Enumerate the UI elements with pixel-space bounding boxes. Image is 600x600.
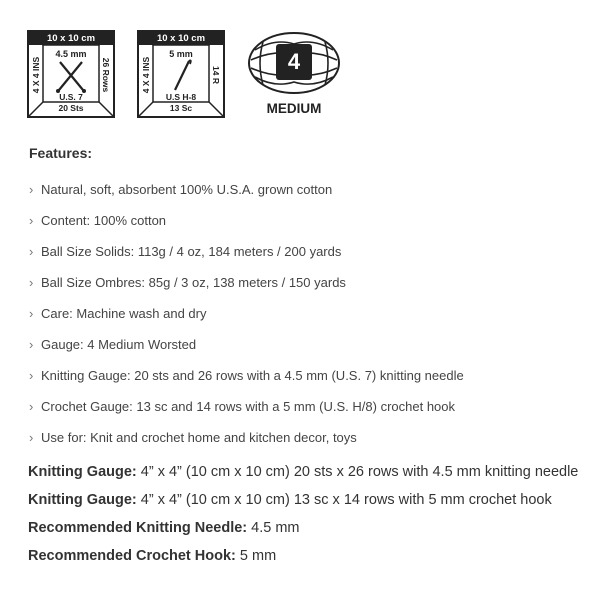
spec-knitting-needle [28, 516, 578, 544]
chevron-right-icon: › [29, 368, 34, 383]
spec-value: 4.5 mm [251, 520, 300, 536]
crochet-gauge-badge [137, 30, 225, 118]
crochet-hook-size: 5 mm [169, 49, 193, 59]
crochet-hook-icon [175, 60, 191, 90]
spec-label: Knitting Gauge: [28, 464, 137, 480]
feature-item [29, 180, 464, 211]
knitting-badge-top-label: 10 x 10 cm [29, 32, 113, 45]
spec-value: 5 mm [239, 548, 277, 564]
feature-item [29, 397, 464, 428]
crochet-badge-top-label: 10 x 10 cm [139, 32, 223, 45]
feature-item [29, 304, 464, 335]
spec-label: Knitting Gauge: [28, 492, 137, 508]
knitting-side-label: 4 X 4 INS [31, 56, 41, 94]
chevron-right-icon: › [29, 213, 34, 228]
crochet-stitches-label: 13 Sc [169, 103, 193, 113]
chevron-right-icon: › [29, 337, 34, 352]
chevron-right-icon: › [29, 275, 34, 290]
yarn-weight-label: MEDIUM [266, 101, 322, 116]
chevron-right-icon: › [29, 244, 34, 259]
feature-text: Content: 100% cotton [41, 213, 167, 228]
spec-crochet-hook [28, 544, 578, 572]
yarn-weight-badge [245, 30, 343, 122]
crochet-side-label: 4 X 4 INS [141, 56, 151, 94]
spec-label: Recommended Crochet Hook: [28, 548, 236, 564]
crochet-rows-label: 14 R [211, 66, 221, 84]
features-list [29, 180, 464, 459]
feature-text: Natural, soft, absorbent 100% U.S.A. grown cotton [41, 182, 333, 197]
crossed-needles-icon [56, 62, 86, 93]
knitting-needle-size: 4.5 mm [55, 49, 87, 59]
feature-text: Use for: Knit and crochet home and kitchen decor, toys [41, 430, 357, 445]
spec-value: 4” x 4” (10 cm x 10 cm) 13 sc x 14 rows with 5 mm crochet hook [140, 492, 552, 508]
chevron-right-icon: › [29, 182, 34, 197]
chevron-right-icon: › [29, 399, 34, 414]
feature-item [29, 273, 464, 304]
features-heading: Features: [29, 145, 93, 161]
feature-item [29, 335, 464, 366]
spec-crochet-gauge [28, 488, 578, 516]
knitting-gauge-badge [27, 30, 115, 118]
feature-text: Crochet Gauge: 13 sc and 14 rows with a 5 mm (U.S. H/8) crochet hook [41, 399, 456, 414]
spec-knitting-gauge [28, 460, 578, 488]
feature-text: Knitting Gauge: 20 sts and 26 rows with a 4.5 mm (U.S. 7) knitting needle [41, 368, 464, 383]
knitting-stitches-label: 20 Sts [58, 103, 84, 113]
feature-item [29, 366, 464, 397]
knitting-us-size: U.S. 7 [59, 92, 83, 102]
spec-label: Recommended Knitting Needle: [28, 520, 248, 536]
feature-item [29, 428, 464, 459]
feature-text: Ball Size Solids: 113g / 4 oz, 184 meters / 200 yards [41, 244, 342, 259]
chevron-right-icon: › [29, 430, 34, 445]
crochet-us-size: U.S H-8 [165, 92, 197, 102]
feature-text: Gauge: 4 Medium Worsted [41, 337, 197, 352]
spec-value: 4” x 4” (10 cm x 10 cm) 20 sts x 26 rows with 4.5 mm knitting needle [140, 464, 579, 480]
feature-text: Ball Size Ombres: 85g / 3 oz, 138 meters / 150 yards [41, 275, 346, 290]
gauge-specs [28, 460, 578, 572]
feature-text: Care: Machine wash and dry [41, 306, 207, 321]
feature-item [29, 242, 464, 273]
yarn-weight-number: 4 [287, 49, 301, 74]
chevron-right-icon: › [29, 306, 34, 321]
knitting-rows-label: 26 Rows [101, 57, 111, 93]
feature-item [29, 211, 464, 242]
